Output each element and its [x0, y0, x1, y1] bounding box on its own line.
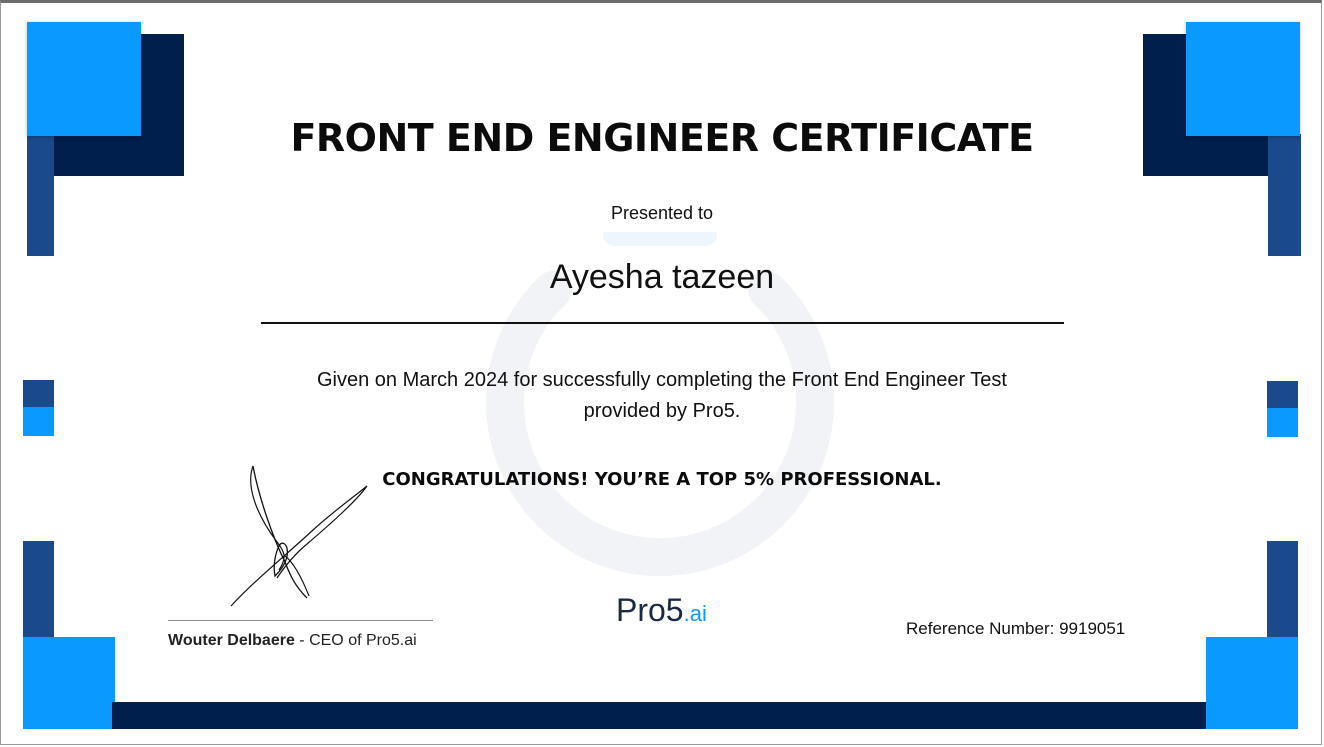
given-line-1: Given on March 2024 for successfully completing the Front End Engineer Test [317, 369, 1007, 391]
signatory-role: CEO of Pro5.ai [309, 632, 417, 649]
signature-line [168, 620, 433, 621]
reference-number [906, 619, 1125, 639]
decor-left-small-light [23, 407, 54, 436]
signatory [168, 632, 417, 650]
given-statement [262, 365, 1062, 427]
recipient-underline [261, 322, 1064, 324]
given-line-2: provided by Pro5. [583, 400, 741, 422]
pro5-logo [616, 592, 707, 629]
decor-bottom-left-bar [23, 541, 54, 639]
logo-suffix: .ai [683, 601, 707, 626]
decor-bottom-right-square [1206, 637, 1298, 729]
signature-scribble [215, 458, 385, 618]
decor-bottom-left-square [23, 637, 115, 729]
decor-right-small-light [1267, 408, 1298, 437]
logo-main: Pro5 [616, 592, 684, 628]
signatory-name: Wouter Delbaere [168, 632, 295, 649]
decor-left-small-dark [23, 380, 54, 407]
reference-label: Reference Number: [906, 619, 1055, 638]
recipient-name: Ayesha tazeen [549, 258, 775, 296]
certificate-title: FRONT END ENGINEER CERTIFICATE [290, 116, 1034, 160]
decor-bottom-band [112, 702, 1208, 729]
reference-value: 9919051 [1059, 619, 1126, 638]
decor-bottom-right-bar [1267, 541, 1298, 639]
decor-right-small-dark [1267, 381, 1298, 408]
presented-to-label: Presented to [610, 203, 714, 223]
congratulations-text: CONGRATULATIONS! YOU’RE A TOP 5% PROFESSIONAL. [382, 469, 942, 490]
signatory-separator: - [294, 632, 310, 649]
